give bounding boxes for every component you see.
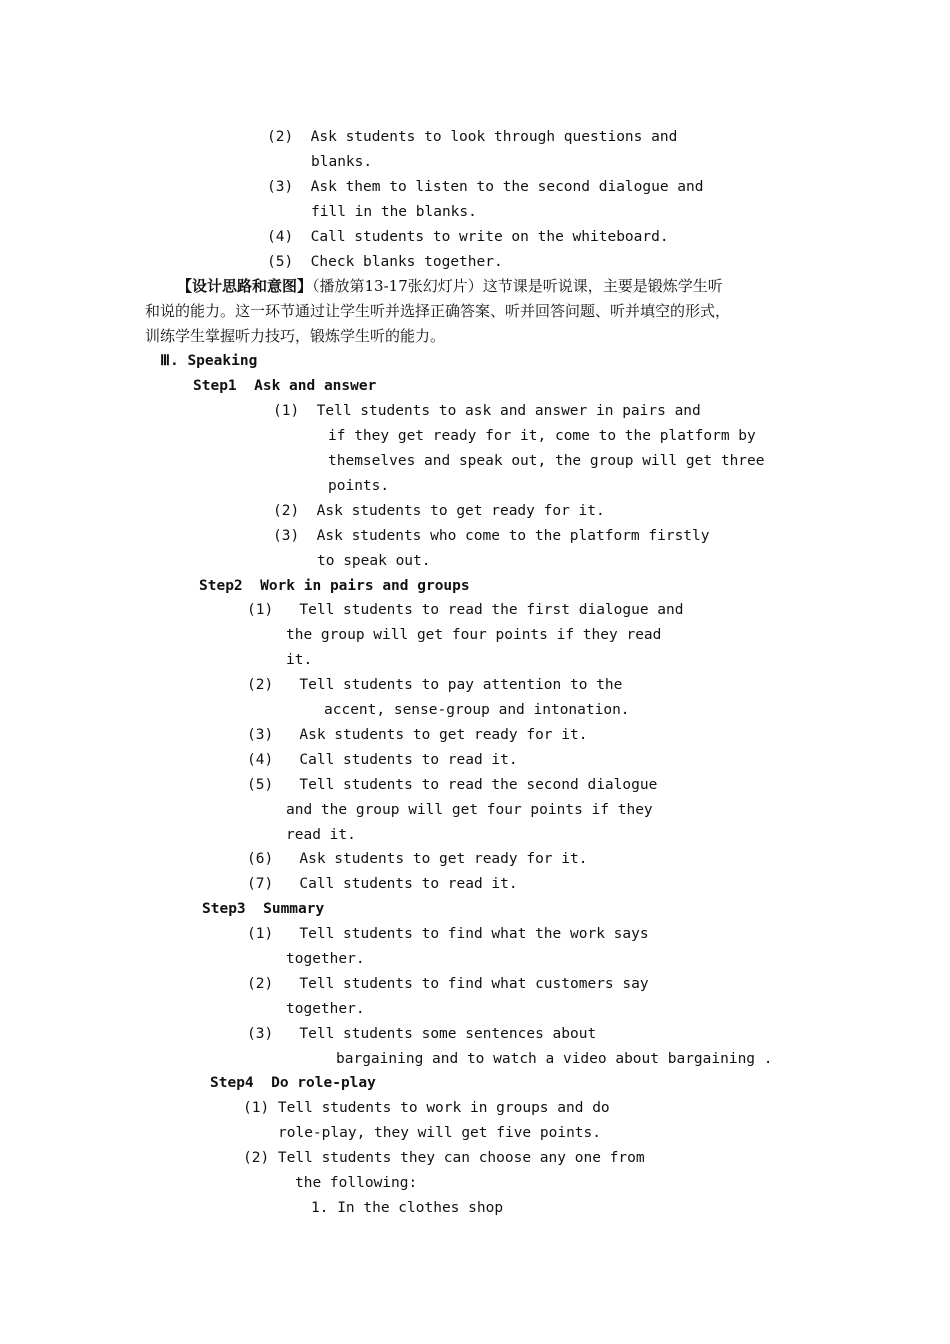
text-line: (4) Call students to write on the whiteboard. bbox=[267, 229, 669, 245]
design-intent-heading: 【设计思路和意图】 bbox=[177, 277, 313, 295]
text-line: 训练学生掌握听力技巧，锻炼学生听的能力。 bbox=[145, 327, 446, 345]
text-line: the following: bbox=[295, 1175, 418, 1191]
text-line: (1) Tell students to ask and answer in pairs and bbox=[273, 403, 701, 419]
text-line: together. bbox=[286, 1001, 365, 1017]
text-line: points. bbox=[328, 478, 390, 494]
text-line: themselves and speak out, the group will get three bbox=[328, 453, 765, 469]
text-line: fill in the blanks. bbox=[311, 204, 477, 220]
text-line: (2) Tell students to find what customers say bbox=[247, 976, 649, 992]
text-line: accent, sense-group and intonation. bbox=[324, 702, 630, 718]
design-intent-paragraph bbox=[177, 276, 723, 296]
text-line: (3) Ask students to get ready for it. bbox=[247, 727, 588, 743]
text-line: (3) Ask students who come to the platform firstly bbox=[273, 528, 710, 544]
text-line: (1) Tell students to work in groups and do bbox=[243, 1100, 610, 1116]
text-line: (6) Ask students to get ready for it. bbox=[247, 851, 588, 867]
step-heading: Step2 Work in pairs and groups bbox=[199, 578, 470, 594]
text-line: role-play, they will get five points. bbox=[278, 1125, 602, 1141]
text-line: (4) Call students to read it. bbox=[247, 752, 518, 768]
text-line: (5) Check blanks together. bbox=[267, 254, 503, 270]
text-line: (3) Ask them to listen to the second dialogue and bbox=[267, 179, 704, 195]
text-line: (3) Tell students some sentences about bbox=[247, 1026, 597, 1042]
text-line: it. bbox=[286, 652, 313, 668]
text-line: (2) Ask students to look through questions and bbox=[267, 129, 678, 145]
text-line: the group will get four points if they read bbox=[286, 627, 662, 643]
text-line: blanks. bbox=[311, 154, 373, 170]
step-heading: Step3 Summary bbox=[202, 901, 325, 917]
step-heading: Step1 Ask and answer bbox=[193, 378, 377, 394]
text-line: （播放第13-17张幻灯片）这节课是听说课，主要是锻炼学生听 bbox=[312, 277, 723, 295]
text-line: (1) Tell students to read the first dialogue and bbox=[247, 602, 684, 618]
text-line: (2) Ask students to get ready for it. bbox=[273, 503, 605, 519]
text-line: (7) Call students to read it. bbox=[247, 876, 518, 892]
text-line: (2) Tell students to pay attention to the bbox=[247, 677, 623, 693]
text-line: 和说的能力。这一环节通过让学生听并选择正确答案、听并回答问题、听并填空的形式， bbox=[145, 302, 731, 320]
text-line: together. bbox=[286, 951, 365, 967]
text-line: bargaining and to watch a video about bargaining . bbox=[336, 1051, 773, 1067]
text-line: (2) Tell students they can choose any one from bbox=[243, 1150, 645, 1166]
step-heading: Step4 Do role-play bbox=[210, 1075, 376, 1091]
text-line: and the group will get four points if they bbox=[286, 802, 653, 818]
text-line: 1. In the clothes shop bbox=[311, 1200, 504, 1216]
section-heading: Ⅲ. Speaking bbox=[160, 353, 258, 369]
text-line: (1) Tell students to find what the work says bbox=[247, 926, 649, 942]
text-line: to speak out. bbox=[317, 553, 431, 569]
text-line: (5) Tell students to read the second dialogue bbox=[247, 777, 658, 793]
text-line: read it. bbox=[286, 827, 356, 843]
text-line: if they get ready for it, come to the platform by bbox=[328, 428, 756, 444]
